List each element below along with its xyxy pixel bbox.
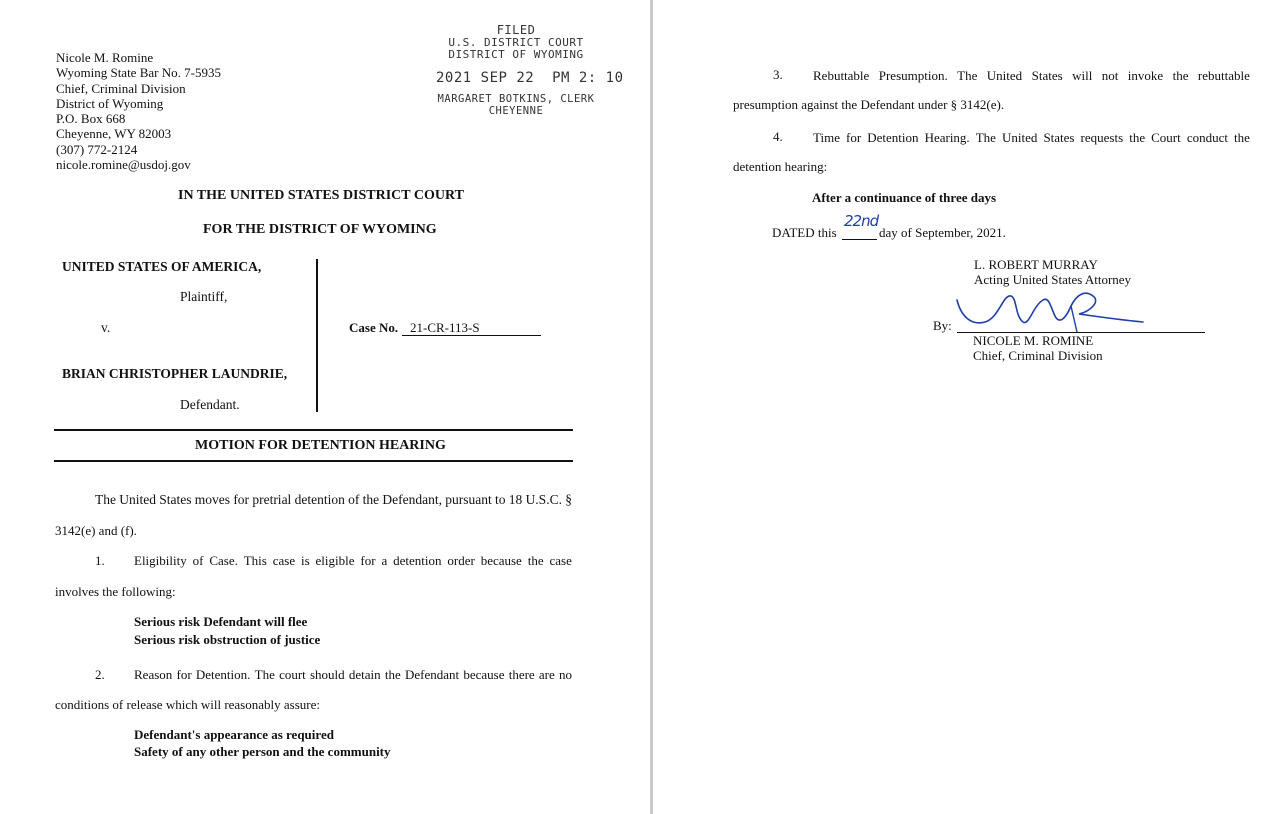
attorney-line: Nicole M. Romine [56,50,154,65]
para1-item: Serious risk Defendant will flee [134,614,308,629]
intro-line-2: 3142(e) and (f). [55,523,137,538]
word: not [1101,68,1119,83]
word: are [538,667,555,682]
word: U.S.C. [525,492,562,507]
para4-line-1 [813,130,1250,146]
attorney-block [56,50,221,172]
para3-line-2: presumption against the Defendant under § 3142(e). [733,97,1005,112]
word: case [272,553,296,568]
word: is [300,553,310,568]
word: will [1072,68,1093,83]
word: United [1002,130,1038,145]
dated-day-handwritten: 22nd [844,212,879,230]
attorney-line: Cheyenne, WY 82003 [56,126,172,142]
word: for [176,667,192,682]
title-rule-bottom [54,460,573,462]
attorney-line: nicole.romine@usdoj.gov [56,157,191,173]
word: 18 [508,492,523,507]
detention-option: After a continuance of three days [812,190,997,205]
caption-divider [316,259,318,412]
word: pursuant [445,492,492,507]
word: detention [294,492,345,507]
filed-stamp [436,23,624,117]
signer-title: Chief, Criminal Division [973,348,1103,363]
word: invoke [1127,68,1164,83]
para1-number: 1. [95,553,105,568]
court-heading-1: IN THE UNITED STATES DISTRICT COURT [178,188,464,203]
stamp-district: DISTRICT OF WYOMING [448,48,584,61]
word: court [279,667,306,682]
word: Hearing. [924,130,970,145]
word: no [559,667,572,682]
word: because [480,553,522,568]
stamp-datetime: 2021 SEP 22 PM 2: 10 [436,70,624,86]
intro-line-1 [95,492,572,508]
attorney-line: (307) 772-2124 [56,141,138,157]
defendant-name: BRIAN CHRISTOPHER LAUNDRIE, [62,366,288,381]
dated-day-blank [842,212,877,240]
para1-item: Serious risk obstruction of justice [134,632,321,647]
word: for [846,130,862,145]
stamp-clerk: MARGARET BOTKINS, CLERK [437,93,595,105]
plaintiff-role: Plaintiff, [180,289,228,304]
word: of [192,553,204,568]
word: Time [813,130,840,145]
word: there [508,667,535,682]
word: The [95,492,116,507]
attorney-line: Wyoming State Bar No. 7-5935 [56,65,221,81]
court-heading-2: FOR THE DISTRICT OF WYOMING [203,222,437,237]
stamp-filed: FILED [496,23,536,37]
para2-line-2: conditions of release which will reasonably assure: [55,697,320,712]
para2-item: Defendant's appearance as required [134,727,334,742]
para1-line-1 [134,553,572,569]
attorney-line: District of Wyoming [56,95,164,111]
word: The [975,130,996,145]
case-number-label: Case No. [349,320,399,335]
word: States [1031,68,1063,83]
word: Presumption. [878,68,948,83]
word: the [527,553,544,568]
word: for [233,492,250,507]
para4-number: 4. [773,129,783,144]
word: the [384,667,401,682]
defendant-role: Defendant. [180,397,240,412]
para3-number: 3. [773,67,783,82]
title-rule-top [54,429,573,431]
word: requests [1080,130,1124,145]
word: Detention [867,130,919,145]
para2-line-1 [134,667,572,683]
word: Eligibility [134,553,187,568]
para4-line-2: detention hearing: [733,159,828,174]
word: detain [348,667,381,682]
versus: v. [101,320,111,335]
word: because [463,667,505,682]
word: United [119,492,157,507]
signer-name: NICOLE M. ROMINE [973,333,1094,348]
word: eligible [315,553,355,568]
by-label: By: [933,318,952,333]
word: the [1172,68,1189,83]
word: rebuttable [1197,68,1250,83]
motion-title: MOTION FOR DETENTION HEARING [195,438,446,453]
dated-prefix: DATED this [772,225,837,240]
word: Reason [134,667,173,682]
word: a [381,553,388,568]
word: should [310,667,345,682]
word: Rebuttable [813,68,870,83]
plaintiff-name: UNITED STATES OF AMERICA, [62,259,262,274]
word: § [565,492,572,507]
word: the [362,492,380,507]
handwritten-signature [953,286,1153,336]
dated-suffix: day of September, 2021. [879,225,1006,240]
case-number-value: 21-CR-113-S [402,320,541,336]
word: The [254,667,275,682]
word: moves [194,492,231,507]
attorney-line: P.O. Box 668 [56,111,126,127]
word: States [159,492,192,507]
word: case [549,553,572,568]
word: the [1234,130,1250,145]
word: Defendant, [382,492,442,507]
word: order [447,553,475,568]
word: the [1129,130,1146,145]
word: detention [393,553,442,568]
para1-line-2: involves the following: [55,584,176,599]
attorney-line: Chief, Criminal Division [56,80,186,96]
word: for [360,553,376,568]
para2-item: Safety of any other person and the community [134,744,391,759]
para2-number: 2. [95,667,105,682]
word: Detention. [195,667,251,682]
word: to [495,492,506,507]
word: Court [1151,130,1181,145]
word: pretrial [252,492,292,507]
word: United [986,68,1023,83]
word: conduct [1186,130,1228,145]
word: The [957,68,978,83]
word: This [243,553,267,568]
word: States [1043,130,1075,145]
word: Defendant [404,667,460,682]
word: Case. [209,553,238,568]
document-page-2 [653,0,1280,814]
us-attorney-title: Acting United States Attorney [974,272,1132,287]
stamp-court: U.S. DISTRICT COURT [448,36,584,49]
stamp-city: CHEYENNE [488,105,544,117]
para3-line-1 [813,68,1250,84]
word: of [348,492,360,507]
us-attorney-name: L. ROBERT MURRAY [974,257,1098,272]
